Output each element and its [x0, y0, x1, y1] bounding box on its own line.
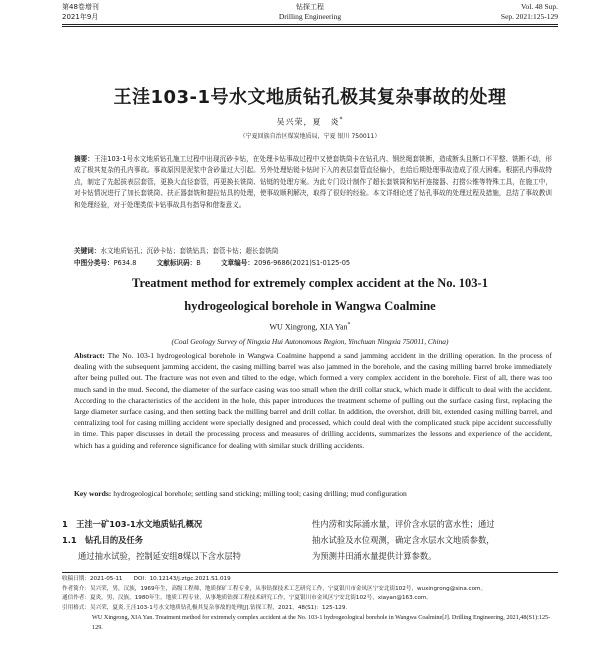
classification-line: [74, 258, 552, 269]
body-right-column: [312, 516, 558, 564]
right-body-line-3: 为预测井田涌水量提供计算参数。: [312, 551, 437, 561]
publication-month: 2021年9月: [62, 13, 99, 21]
date-pages: Sep. 2021:125-129: [500, 12, 558, 21]
citation-cn: 引用格式：吴兴荣，夏炎.王洼103-1号水文地质钻孔极其复杂事故的处理[J].钻探工程，2021，48(S1)：125-129.: [62, 604, 348, 611]
citation-en: WU Xingrong, XIA Yan. Treatment method for extremely complex accident at the No. 103-1 hydrogeological borehole in Wangwa Coalmine[J]. Drilling Engineering, 2021,48(S1):125-129.: [92, 614, 551, 631]
header-rule: [62, 24, 558, 25]
abstract-en-text: The No. 103-1 hydrogeological borehole in Wangwa Coalmine happend a sand jamming accident in the drilling operation. In the process of dealing with the subsequent jamming accident, the casing milling barrel was also jammed in the borehole, and the casing milling barrel broke immediately after being pulled out. The fracture was not even and tilted to the edge, which formed a very complex accident in the borehole. First of all, there was too much sand in the mud. Second, the diameter of the surface casing was too small when the drill collar stuck, which made it difficult to deal with the accident. According to the characteristics of the accident in the hole, this paper introduces the treatment scheme of pulling out the surface casing first, replacing the large diameter surface casing, and then setting back the milling barrel and drill collar. In addition, the overshot, drill bit, extended casing milling barrel, and centralizing tool for casing milling accident were specially designed and processed, which could deal with the complicated stuck pipe accident successfully in time. This paper discusses in detail the processing process and measures of drilling accidents, summarizes the lessons and experience of the accident, which has a guiding and reference significance for dealing with similar stuck drilling accidents.: [74, 351, 552, 450]
abstract-cn-text: 王洼103-1号水文地质钻孔施工过程中出现沉砂卡钻，在处理卡钻事故过程中又使套铣筒卡在钻孔内、钢丝绳套铣断，造成断头且断口不平整、铣断不动，形成了极其复杂的孔内事故。事故原因是泥浆中含砂量过大引起。另外处理钻铤卡钻时下入的表层套管直径偏小，也给后期处理事故造成了很大困难。根据孔内事故特点，制定了先起拔表层套管，更换大直径套管，再更换长铣筒、钻铤的处理方案。为此专门设计制作了超长套铣筒和钻杆连接器、打捞公锥等特殊工具，在施工中，对卡钻情况进行了加长套铣筒、扶正器套铣和提拉钻具的处理，使事故顺利解决，取得了很好的经验。本文详细论述了钻孔事故的处理过程及措施，总结了事故教训和处理经验，对于处理类似卡钻事故具有指导和借鉴意义。: [74, 155, 552, 209]
corresponding-author: 通信作者：夏炎，男，汉族，1980年生，地质工程专业，从事地质钻探工程技术研究工作，宁夏银川市金凤区宁安北街102号，xiayan@163.com。: [62, 595, 432, 602]
doc-code: B: [196, 259, 201, 267]
left-body-text: 通过抽水试验，控制延安组8煤以下含水层特: [78, 551, 241, 561]
affiliation-en: (Coal Geology Survey of Ningxia Hui Autonomous Region, Yinchuan Ningxia 750011, China): [171, 337, 449, 346]
article-title-en-line1: Treatment method for extremely complex accident at the No. 103-1: [132, 276, 488, 290]
abstract-cn: [74, 154, 552, 246]
authors-cn-names: 吴兴荣，夏 炎: [276, 117, 340, 127]
doc-code-label: 文献标识码：: [156, 259, 197, 267]
keywords-cn-label: 关键词：: [74, 247, 101, 255]
authors-en-names: WU Xingrong, XIA Yan: [269, 322, 348, 332]
keywords-en-label: Key words:: [74, 489, 112, 498]
article-number-label: 文章编号：: [220, 259, 254, 267]
received-date-doi: 收稿日期：2021-05-11 DOI：10.12143/j.ztgc.2021.S1.019: [62, 576, 231, 582]
clc-number: P634.8: [113, 259, 137, 267]
authors-en: [62, 322, 558, 332]
article-title-en-line2: hydrogeological borehole in Wangwa Coalmine: [184, 299, 436, 313]
abstract-en: [74, 350, 552, 486]
keywords-en-text: hydrogeological borehole; settling sand sticking; milling tool; casing drilling; mud configuration: [113, 489, 407, 498]
journal-name: [180, 2, 440, 22]
right-body-line-2: 抽水试验及水位观测，确定含水层水文地质参数，: [312, 535, 495, 545]
footnote-rule: [62, 572, 558, 573]
article-title-cn: 王洼103-1号水文地质钻孔极其复杂事故的处理: [113, 87, 507, 108]
affiliation-cn: （宁夏回族自治区煤炭地质局，宁夏 银川 750011）: [239, 133, 381, 140]
author-bio: 作者简介：吴兴荣，男，汉族，1969年生，高级工程师，地质探矿工程专业，从事钻探技术工艺研究工作，宁夏银川市金凤区宁安北街102号，wuxingrong@sina.com。: [62, 585, 487, 592]
article-number: 2096-9686(2021)S1-0125-05: [253, 259, 351, 267]
journal-name-cn: 钻探工程: [296, 3, 324, 11]
volume-issue: 第48卷增刊: [62, 3, 99, 11]
footnotes: [62, 575, 558, 633]
section-heading: 1 王洼一矿103-1水文地质钻孔概况: [62, 519, 203, 529]
authors-cn: [62, 116, 558, 128]
right-body-line-1: 性内涝和实际涌水量，评价含水层的富水性；通过: [312, 519, 495, 529]
journal-name-en: Drilling Engineering: [278, 12, 342, 21]
volume-en: Vol. 48 Sup.: [521, 2, 558, 11]
abstract-en-label: Abstract:: [74, 351, 105, 360]
header-rule-thin: [62, 26, 558, 27]
keywords-en: [74, 488, 552, 499]
body-left-column: [62, 516, 297, 564]
corresponding-mark-en: *: [347, 322, 351, 328]
journal-vol-en: [501, 2, 558, 22]
abstract-cn-label: 摘要：: [74, 155, 94, 163]
corresponding-mark: *: [339, 116, 344, 123]
journal-volume-info: [62, 2, 99, 22]
clc-label: 中图分类号：: [74, 259, 114, 267]
subsection-heading: 1.1 钻孔目的及任务: [62, 535, 144, 545]
keywords-cn-text: 水文地质钻孔；沉砂卡钻；套铣钻具；套管卡钻；超长套铣筒: [100, 247, 279, 255]
keywords-cn: [74, 246, 552, 257]
